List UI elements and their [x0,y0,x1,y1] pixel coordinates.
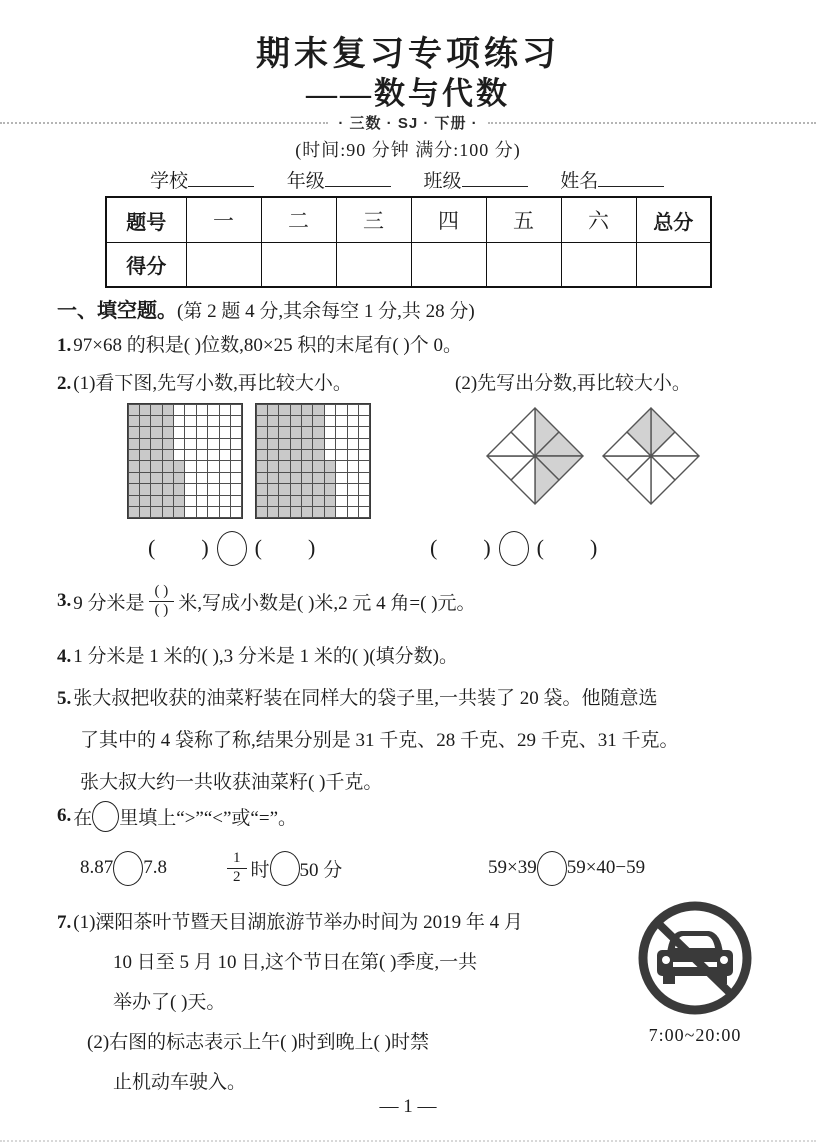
q2-part1: (1)看下图,先写小数,再比较大小。 [73,373,352,394]
question-6-heading: 6. 在 里填上“>”“<”或“=”。 [57,798,297,834]
compare-circle [92,801,119,832]
section-note: (第 2 题 4 分,其余每空 1 分,共 28 分) [177,301,475,322]
page-title: 期末复习专项练习 [256,36,560,73]
compare-circle [113,851,143,886]
question-5: 5. 张大叔把收获的油菜籽装在同样大的袋子里,一共装了 20 袋。他随意选 了其中的 4 袋称了称,结果分别是 31 千克、28 千克、29 千克、31 千克。 张大叔大约一共收获油菜籽( )千克。 [57,688,679,793]
hundred-grid-left [127,403,243,519]
page-number: — 1 — [379,1096,437,1117]
score-row-header: 得分 [106,243,186,287]
grade-blank [325,170,391,187]
bottom-dotted-rule [0,1140,816,1142]
compare-circle [499,531,529,566]
no-motor-vehicles-sign [632,898,758,1046]
score-cell [636,243,711,287]
col-3: 三 [336,197,411,243]
fraction-diamonds [483,404,703,508]
name-blank [598,170,664,187]
edition-label: · 三数 · SJ · 下册 · [338,115,478,132]
one-half-fraction: $\frac{1}{2}$ [227,850,247,887]
question-7: 7. (1)溧阳茶叶节暨天目湖旅游节举办时间为 2019 年 4 月 10 日至 5 月 10 日,这个节日在第( )季度,一共 举办了( )天。 (2)右图的标志表示上午( )时到晚上( )时禁 止机动车驶入。 [57,912,523,1093]
fraction-diamond-left [483,404,587,508]
table-row [106,243,711,287]
name-label: 姓名 [560,171,599,192]
student-info-line [150,166,692,193]
score-cell [261,243,336,287]
score-cell [186,243,261,287]
sign-time-range: 7:00~20:00 [648,1025,742,1045]
class-blank [462,170,528,187]
section-title: 一、填空题。 [57,300,177,322]
question-1: 1. 97×68 的积是( )位数,80×25 积的末尾有( )个 0。 [57,335,462,356]
question-3: 3. 9 分米是 $\frac{( )}{( )}$ 米,写成小数是( )米,2 元 4 角=( )元。 [57,582,476,618]
question-6-items [0,845,816,891]
score-cell [486,243,561,287]
dotted-rule-right [488,122,816,124]
grade-label: 年级 [286,171,325,192]
fraction-diamond-right [599,404,703,508]
class-label: 班级 [423,171,462,192]
school-blank [188,170,254,187]
question-2: 2. (1)看下图,先写小数,再比较大小。 (2)先写出分数,再比较大小。 [57,368,760,395]
decimal-grids [127,403,371,519]
exam-info: (时间:90 分钟 满分:100 分) [295,140,521,160]
score-cell [336,243,411,287]
question-number-header: 题号 [106,197,186,243]
col-2: 二 [261,197,336,243]
col-4: 四 [411,197,486,243]
dotted-rule-left [0,122,328,124]
section-heading [57,294,475,323]
edition-divider [0,112,816,133]
no-entry-sign-icon [635,898,755,1018]
q2-answer-right: ( ) ( ) [430,528,597,568]
table-row [106,197,711,243]
compare-circle [270,851,300,886]
hundred-grid-right [255,403,371,519]
col-6: 六 [561,197,636,243]
page-subtitle: ——数与代数 [306,76,510,111]
col-total: 总分 [636,197,711,243]
compare-item-2: $\frac{1}{2}$ 时 50 分 [223,845,342,891]
school-label: 学校 [150,171,189,192]
score-cell [561,243,636,287]
col-5: 五 [486,197,561,243]
fraction-blank: $\frac{( )}{( )}$ [149,583,175,620]
score-cell [411,243,486,287]
q2-answer-left: ( ) ( ) [148,528,315,568]
compare-circle [217,531,247,566]
question-4: 4. 1 分米是 1 米的( ),3 分米是 1 米的( )(填分数)。 [57,646,458,667]
compare-circle [537,851,567,886]
q2-part2: (2)先写出分数,再比较大小。 [455,373,691,394]
col-1: 一 [186,197,261,243]
compare-item-3: 59×39 59×40−59 [488,845,645,891]
compare-item-1: 8.87 7.8 [80,845,167,891]
score-table [105,196,712,288]
